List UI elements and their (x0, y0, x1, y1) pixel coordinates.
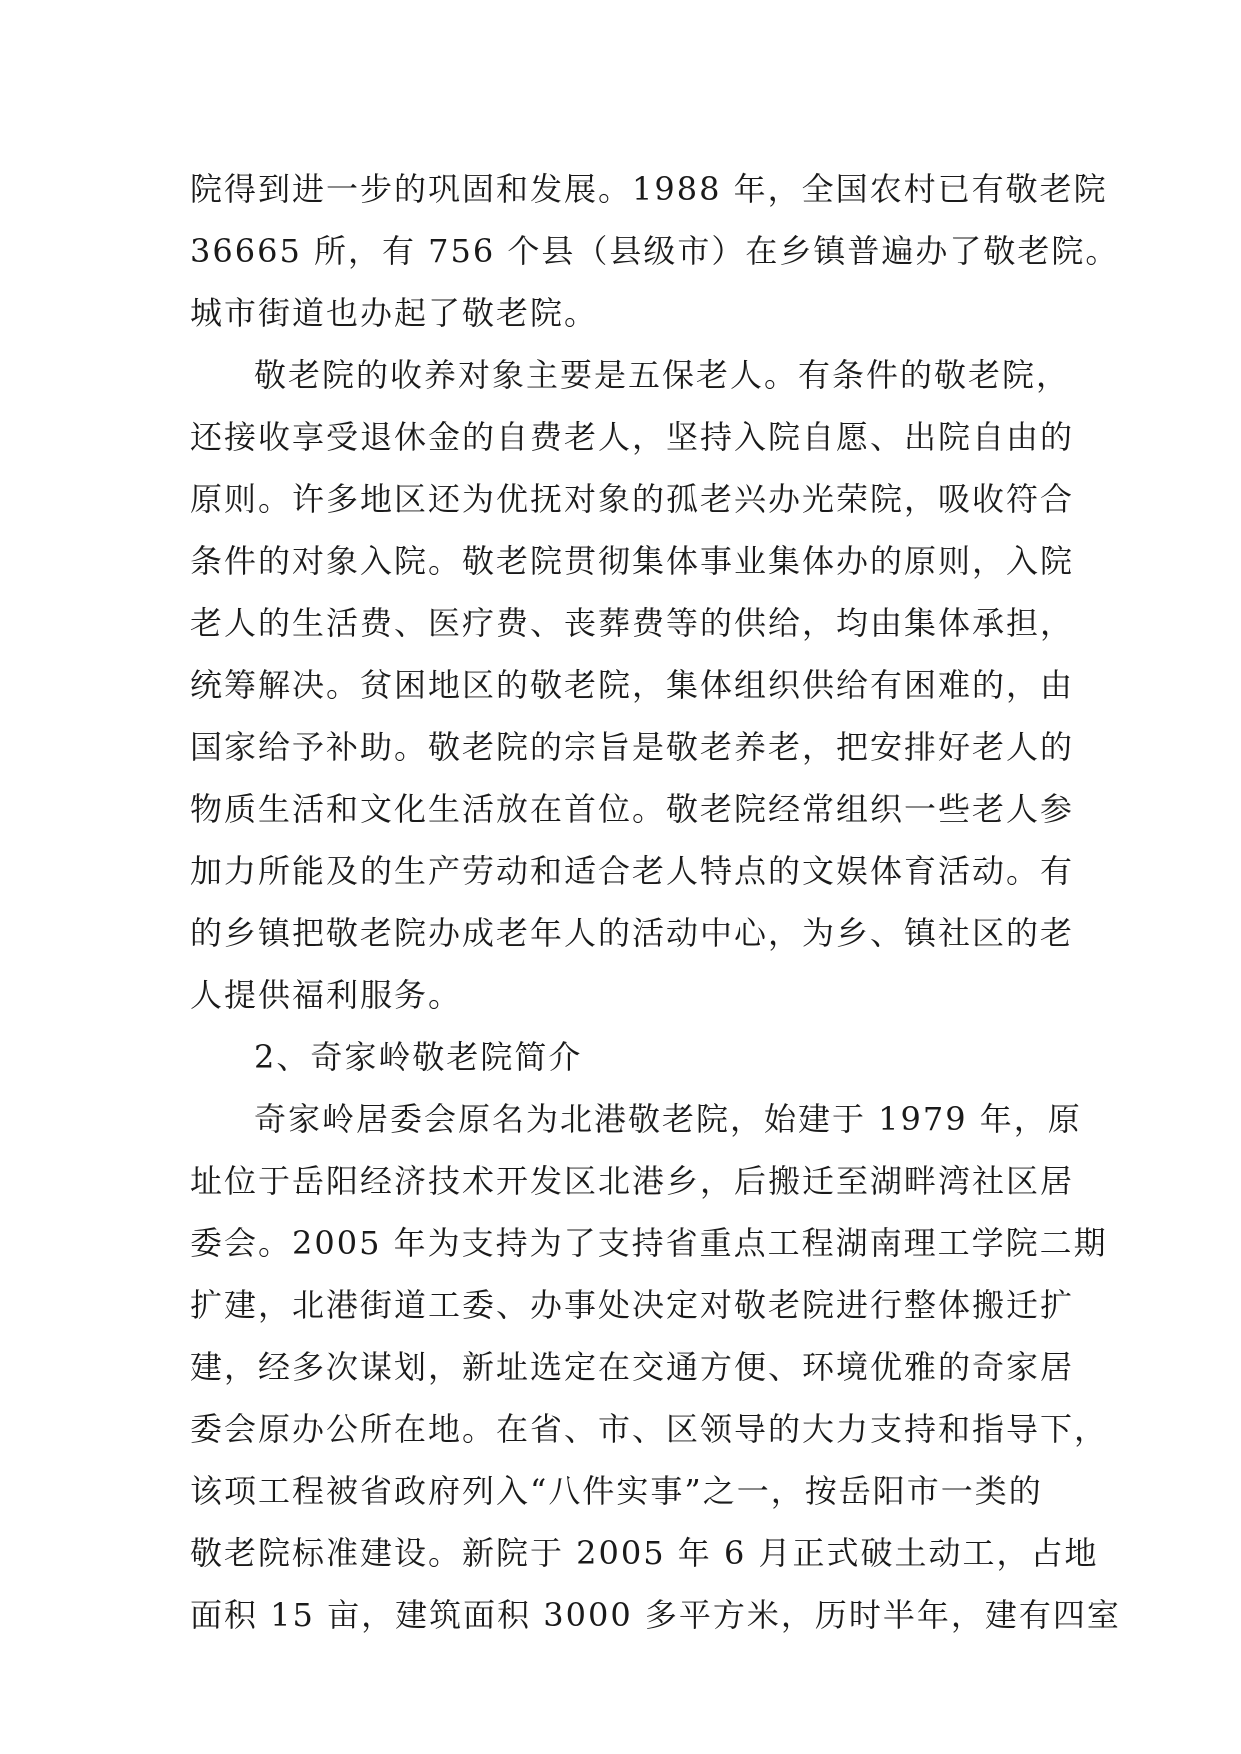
document-body (190, 158, 1121, 1646)
paragraph-line: 城市街道也办起了敬老院。 (190, 294, 599, 332)
paragraph-line: 统筹解决。贫困地区的敬老院，集体组织供给有困难的，由 (190, 666, 1075, 704)
paragraph-line: 敬老院的收养对象主要是五保老人。有条件的敬老院， (254, 356, 1071, 394)
paragraph-line: 址位于岳阳经济技术开发区北港乡，后搬迁至湖畔湾社区居 (190, 1162, 1075, 1200)
paragraph-line: 原则。许多地区还为优抚对象的孤老兴办光荣院，吸收符合 (190, 480, 1075, 518)
paragraph-line: 36665 所，有 756 个县（县级市）在乡镇普遍办了敬老院。 (190, 232, 1120, 270)
paragraph-line: 物质生活和文化生活放在首位。敬老院经常组织一些老人参 (190, 790, 1075, 828)
paragraph-line: 的乡镇把敬老院办成老年人的活动中心，为乡、镇社区的老 (190, 914, 1075, 952)
paragraph-line: 委会。2005 年为支持为了支持省重点工程湖南理工学院二期 (190, 1224, 1108, 1262)
paragraph-line: 条件的对象入院。敬老院贯彻集体事业集体办的原则，入院 (190, 542, 1075, 580)
section-heading: 2、奇家岭敬老院简介 (254, 1038, 583, 1076)
paragraph-line: 委会原办公所在地。在省、市、区领导的大力支持和指导下， (190, 1410, 1109, 1448)
paragraph-line: 老人的生活费、医疗费、丧葬费等的供给，均由集体承担， (190, 604, 1075, 642)
paragraph-line: 建，经多次谋划，新址选定在交通方便、环境优雅的奇家居 (190, 1348, 1075, 1386)
paragraph-line: 该项工程被省政府列入“八件实事”之一，按岳阳市一类的 (190, 1472, 1043, 1510)
paragraph-line: 国家给予补助。敬老院的宗旨是敬老养老，把安排好老人的 (190, 728, 1075, 766)
paragraph-line: 还接收享受退休金的自费老人，坚持入院自愿、出院自由的 (190, 418, 1075, 456)
paragraph-line: 敬老院标准建设。新院于 2005 年 6 月正式破土动工，占地 (190, 1534, 1099, 1572)
paragraph-line: 扩建，北港街道工委、办事处决定对敬老院进行整体搬迁扩 (190, 1286, 1075, 1324)
paragraph-line: 奇家岭居委会原名为北港敬老院，始建于 1979 年，原 (254, 1100, 1082, 1138)
paragraph-line: 人提供福利服务。 (190, 976, 463, 1014)
paragraph-line: 面积 15 亩，建筑面积 3000 多平方米，历时半年，建有四室 (190, 1596, 1121, 1634)
paragraph-line: 院得到进一步的巩固和发展。1988 年，全国农村已有敬老院 (190, 170, 1108, 208)
paragraph-line: 加力所能及的生产劳动和适合老人特点的文娱体育活动。有 (190, 852, 1075, 890)
